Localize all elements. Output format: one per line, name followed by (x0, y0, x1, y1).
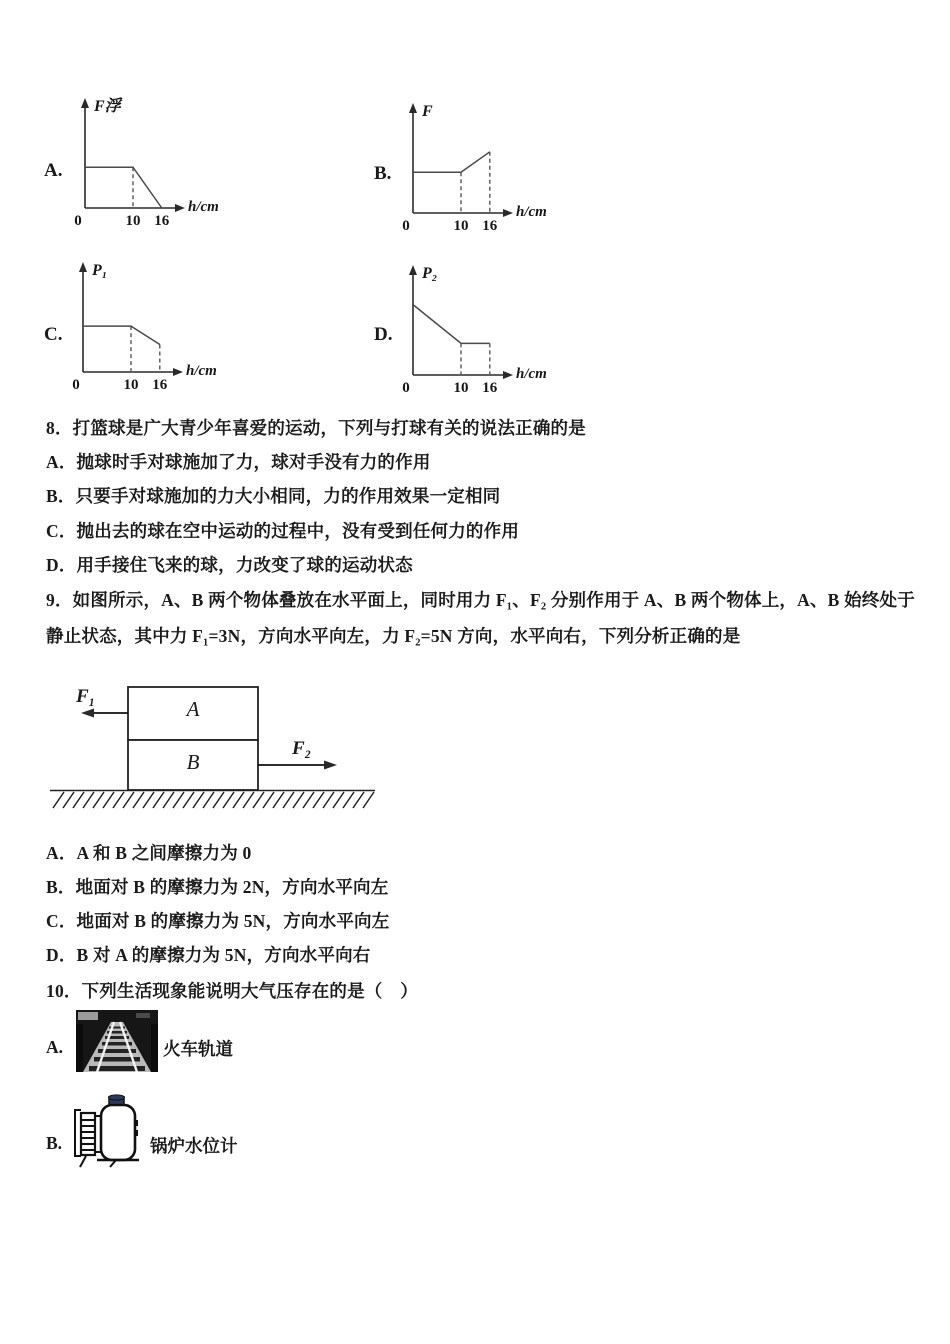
stacked-blocks-diagram (40, 660, 420, 815)
graph-a-buoyancy-vs-h (40, 90, 290, 230)
q10-option-a-caption: 火车轨道 (163, 1039, 233, 1059)
graph-option-letter-b: B. (374, 163, 392, 184)
q10-option-letter-b: B. (46, 1133, 63, 1153)
svg-text:0: 0 (72, 377, 80, 393)
q9-option-c: C．地面对 B 的摩擦力为 5N，方向水平向左 (46, 911, 390, 931)
svg-text:0: 0 (74, 213, 82, 229)
f2-arrowhead (324, 761, 337, 770)
graph-option-letter-d: D. (374, 324, 393, 345)
svg-text:h/cm: h/cm (516, 366, 547, 382)
f2-label: F₂ (292, 738, 312, 759)
svg-text:10: 10 (123, 377, 139, 393)
graph-option-letter-c: C. (44, 324, 63, 345)
q8-option-a: A．抛球时手对球施加了力，球对手没有力的作用 (46, 452, 431, 472)
ground-hatching (53, 792, 374, 808)
q10-option-letter-a: A. (46, 1037, 64, 1057)
q8-stem: 8．打篮球是广大青少年喜爱的运动，下列与打球有关的说法正确的是 (46, 418, 586, 438)
svg-text:10: 10 (453, 218, 469, 234)
q8-option-b: B．只要手对球施加的力大小相同，力的作用效果一定相同 (46, 486, 501, 506)
svg-text:10: 10 (125, 213, 141, 229)
f1-label: F₁ (76, 686, 96, 707)
block-b-label: B (186, 750, 200, 774)
svg-text:P₁: P₁ (92, 262, 108, 279)
svg-text:P₂: P₂ (422, 265, 438, 282)
svg-text:0: 0 (402, 218, 410, 234)
q9-option-b: B．地面对 B 的摩擦力为 2N，方向水平向左 (46, 877, 389, 897)
svg-text:h/cm: h/cm (188, 199, 219, 215)
graph-c-pressure1-vs-h (38, 254, 288, 394)
q8-option-c: C．抛出去的球在空中运动的过程中，没有受到任何力的作用 (46, 521, 520, 541)
q10-option-b-caption: 锅炉水位计 (150, 1136, 238, 1156)
boiler-water-level-gauge-image (72, 1094, 142, 1168)
svg-text:F: F (422, 103, 433, 120)
stacked-blocks-figure (40, 660, 420, 815)
q9-option-d: D．B 对 A 的摩擦力为 5N，方向水平向右 (46, 945, 371, 965)
graph-option-letter-a: A. (44, 160, 63, 181)
svg-text:16: 16 (482, 218, 498, 234)
graph-d-pressure2-vs-h (368, 257, 618, 397)
train-tracks-image (76, 1010, 158, 1072)
gauge-foot (80, 1156, 86, 1167)
f1-arrowhead (81, 709, 94, 718)
boiler-vessel (101, 1105, 135, 1160)
svg-text:0: 0 (402, 380, 410, 396)
block-a-label: A (186, 697, 200, 721)
svg-text:16: 16 (482, 380, 498, 396)
svg-text:h/cm: h/cm (186, 363, 217, 379)
svg-text:10: 10 (453, 380, 469, 396)
q8-option-d: D．用手接住飞来的球，力改变了球的运动状态 (46, 555, 413, 575)
svg-text:F浮: F浮 (94, 98, 121, 115)
svg-text:16: 16 (152, 377, 168, 393)
q9-stem: 9．如图所示，A、B 两个物体叠放在水平面上，同时用力 F₁、F₂ 分别作用于 A、B 两个物体上，A、B 始终处于静止状态，其中力 F₁=3N，方向水平向左，力 F₂=5N 方向，水平向右，下列分析正确的是 (46, 590, 915, 646)
q9-option-a: A．A 和 B 之间摩擦力为 0 (46, 843, 252, 863)
q10-stem: 10．下列生活现象能说明大气压存在的是（ ） (46, 981, 418, 1001)
svg-text:h/cm: h/cm (516, 204, 547, 220)
svg-text:16: 16 (154, 213, 170, 229)
graph-b-force-vs-h (368, 95, 618, 235)
